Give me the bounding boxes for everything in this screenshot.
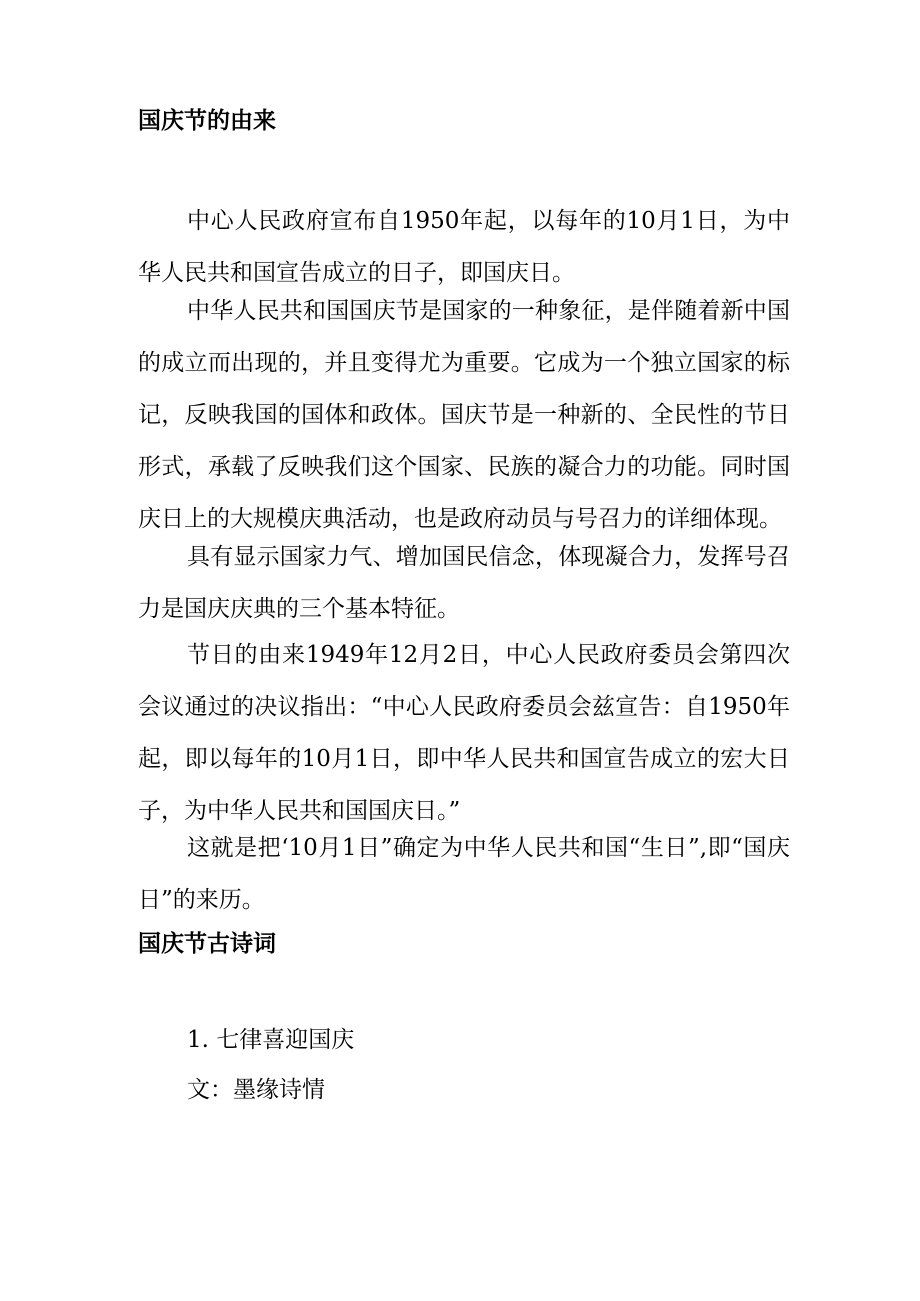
- paragraph-2: 中华人民共和国国庆节是国家的一种象征，是伴随着新中国的成立而出现的，并且变得尤为重要。它成为一个独立国家的标记，反映我国的国体和政体。国庆节是一种新的、全民性的节日形式，承载了反映我们这个国家、民族的凝合力的功能。同时国庆日上的大规模庆典活动，也是政府动员与号召力的详细体现。: [138, 298, 790, 532]
- section-title-poems: 国庆节古诗词: [138, 930, 276, 957]
- poem-author: 文：墨缘诗情: [187, 1077, 325, 1103]
- poem-title: 1. 七律喜迎国庆: [187, 1027, 355, 1053]
- paragraph-4: 节日的由来1949年12月2日，中心人民政府委员会第四次会议通过的决议指出：“中心人民政府委员会兹宣告：自1950年起，即以每年的10月1日，即中华人民共和国宣告成立的宏大日子，为中华人民共和国国庆日。”: [138, 642, 790, 824]
- paragraph-1: 中心人民政府宣布自1950年起，以每年的10月1日，为中华人民共和国宣告成立的日子，即国庆日。: [138, 208, 790, 286]
- paragraph-5: 这就是把‘10月1日”确定为中华人民共和国“生日”,即“国庆日”的来历。: [138, 835, 790, 913]
- section-title-origin: 国庆节的由来: [138, 107, 276, 134]
- paragraph-3: 具有显示国家力气、增加国民信念，体现凝合力，发挥号召力是国庆庆典的三个基本特征。: [138, 544, 790, 622]
